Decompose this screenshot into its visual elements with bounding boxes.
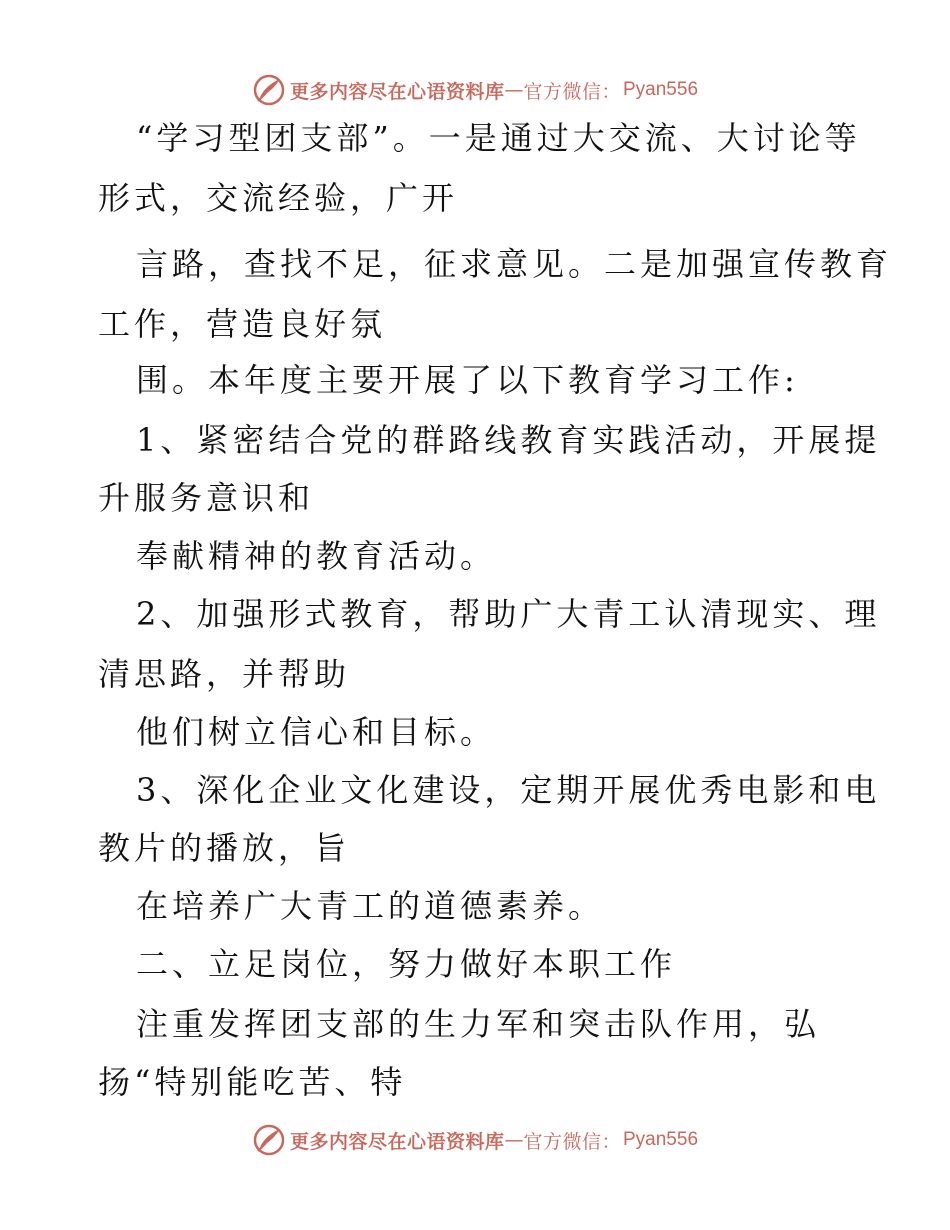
body-line: 升服务意识和: [98, 479, 315, 517]
header-watermark: [0, 70, 950, 110]
body-line: 3、深化企业文化建设，定期开展优秀电影和电: [136, 771, 881, 809]
footer-watermark: [0, 1120, 950, 1160]
body-line: 教片的播放，旨: [98, 829, 351, 867]
body-line: “学习型团支部”。一是通过大交流、大讨论等: [136, 119, 861, 157]
body-line: 注重发挥团支部的生力军和突击队作用，弘: [136, 1005, 821, 1043]
body-line: 形式，交流经验，广开: [98, 179, 459, 217]
header-separator: —: [504, 79, 524, 101]
footer-brand: 更多内容尽在心语资料库: [289, 1130, 505, 1153]
quill-logo-icon: [252, 73, 286, 107]
body-line: 他们树立信心和目标。: [136, 713, 497, 751]
body-line: 二、立足岗位，努力做好本职工作: [136, 945, 677, 983]
body-line: 奉献精神的教育活动。: [136, 537, 497, 575]
body-line: 在培养广大青工的道德素养。: [136, 887, 605, 925]
header-brand: 更多内容尽在心语资料库: [289, 80, 505, 103]
header-wechat-label: 官方微信：: [523, 80, 621, 103]
body-line: 1、紧密结合党的群路线教育实践活动，开展提: [136, 421, 881, 459]
footer-separator: —: [504, 1129, 524, 1151]
body-line: 扬“特别能吃苦、特: [98, 1063, 407, 1101]
body-line: 围。本年度主要开展了以下教育学习工作:: [136, 361, 799, 399]
body-line: 工作，营造良好氛: [98, 305, 387, 343]
quill-logo-icon: [252, 1123, 286, 1157]
body-line: 清思路，并帮助: [98, 655, 351, 693]
footer-wechat-label: 官方微信：: [523, 1130, 621, 1153]
body-line: 2、加强形式教育，帮助广大青工认清现实、理: [136, 595, 881, 633]
body-line: 言路，查找不足，征求意见。二是加强宣传教育: [136, 245, 893, 283]
footer-wechat-id: Pyan556: [623, 1129, 699, 1150]
header-wechat-id: Pyan556: [623, 79, 699, 100]
